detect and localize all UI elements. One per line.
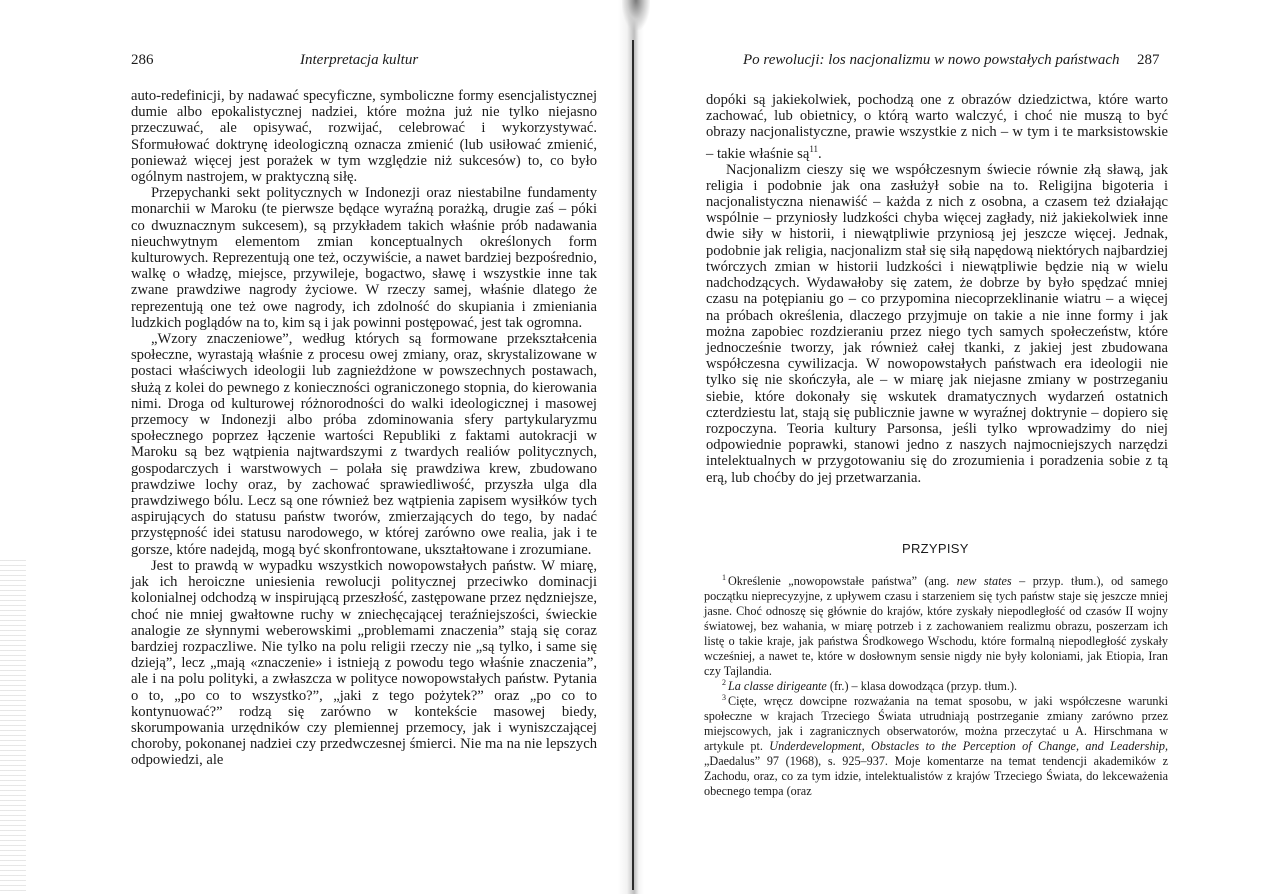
- footnote-1-number: 1: [722, 572, 726, 582]
- footnote-2: [704, 679, 1168, 694]
- right-paragraph-1-text: dopóki są jakiekolwiek, pochodzą one z obrazów dziedzictwa, które warto zachować, lub obietnicy, o którą warto walczyć, i choć nie muszą to być obrazy nacjonalistyczne, prawie wszystkie z nich – w tym i te marksistowskie – takie właśnie są: [706, 92, 1168, 162]
- right-paragraph-1: [706, 92, 1168, 162]
- notes-heading: PRZYPISY: [902, 540, 969, 556]
- footnote-1: [704, 574, 1168, 679]
- left-paragraph-3: „Wzory znaczeniowe”, według których są formowane przekształcenia społeczne, wyrastają właśnie z procesu owej zmiany, oraz, skrystalizowane w postaci właściwych ideologii lub zagnieżdżone w powszechnych postawach, służą z kolei do pewnego z konieczności ograniczonego stopnia, do kierowania nimi. Droga od kulturowej różnorodności do walki ideologicznej i masowej przemocy w Indonezji albo próba zdominowania sfery partykularyzmu społecznego poprzez łączenie wartości Republiki z faktami autokracji w Maroku są bez wątpienia najtwardszymi z twardych realiów politycznych, gospodarczych i warstwowych – polała się prawdziwa krew, zbudowano prawdziwe lochy oraz, by zachować sprawiedliwość, przyszła ulga dla prawdziwego bólu. Lecz są one również bez wątpienia zapisem wysiłków tych aspirujących do statusu państw tworów, zmierzających do tego, by nadać przystępność idei statusu narodowego, w której zarówno owe realia, jak i te gorsze, które nadejdą, mogą być skonfrontowane, ukształtowane i zrozumiane.: [131, 331, 597, 558]
- footnote-3-text-b: „Daedalus” 97 (1968), s. 925–937. Moje komentarze na temat tendencji akademików z Zachodu, oraz, co za tym idzie, intelektualistów z krajów Trzeciego Świata, do lekceważenia obecnego tempa (oraz: [704, 754, 1168, 798]
- footnote-2-text: (fr.) – klasa dowodząca (przyp. tłum.).: [826, 679, 1018, 693]
- footnote-1-text-a: Określenie „nowopowstałe państwa” (ang.: [728, 574, 957, 588]
- left-paragraph-4: Jest to prawdą w wypadku wszystkich nowopowstałych państw. W miarę, jak ich heroiczne uniesienia rewolucji politycznej przeciwko dominacji kolonialnej odchodzą w inspirującą przeszłość, zastępowane przez nędzniejsze, choć nie mniej gwałtowne ruchy w zniechęcającej teraźniejszości, świeckie analogie ze słynnymi weberowskimi „problemami znaczenia” stają się coraz bardziej rozpaczliwe. Nie tylko na polu religii rzeczy nie „są tylko, i same się dzieją”, lecz „mają «znaczenie» i istnieją z powodu tego właśnie znaczenia”, ale i na polu polityki, a zwłaszcza w polityce nowopowstałych państw. Pytania o to, „po co to wszystko?”, „jaki z tego pożytek?” oraz „po co to kontynuować?” rodzą się zarówno w kontekście masowej biedy, skorumpowania urzędników czy plemiennej przemocy, jak i wyniszczającej choroby, pokonanej nadziei czy przedwczesnej śmierci. Nie ma na nie lepszych odpowiedzi, ale: [131, 557, 597, 769]
- right-body-text: [706, 92, 1168, 486]
- right-running-title: Po rewolucji: los nacjonalizmu w nowo powstałych państwach: [743, 52, 1120, 68]
- footnote-3-text-a: Cięte, wręcz dowcipne rozważania na temat sposobu, w jaki współczesne warunki społeczne w krajach Trzeciego Świata utrudniają postrzeganie zmiany zarówno przez miejscowych, jak i zagranicznych obserwatorów, można przeczytać u A. Hirschmana w artykule pt.: [704, 694, 1168, 753]
- gutter-line: [632, 40, 634, 890]
- right-page-number: 287: [1137, 52, 1160, 68]
- footnote-ref-11: 11: [809, 143, 819, 154]
- right-page: [640, 0, 1262, 894]
- footnote-3-italic: Underdevelopment, Obstacles to the Perception of Change, and Leadership,: [769, 739, 1168, 753]
- footnote-1-text-b: – przyp. tłum.), od samego początku nieprecyzyjne, z upływem czasu i starzeniem się tych państw staje się jeszcze mniej jasne. Choć odnoszę się głównie do krajów, które zyskały niepodległość od czasów II wojny światowej, bez wahania, w miarę potrzeb i z zachowaniem realizmu obrazu, poszerzam ich listę o takie kraje, jak państwa Środkowego Wschodu, które formalną niepodległość zyskały wcześniej, a nawet te, które w dosłownym sensie nigdy nie były koloniami, jak Etiopia, Iran czy Tajlandia.: [704, 574, 1168, 678]
- right-paragraph-1-end: .: [818, 145, 822, 162]
- footnotes: [704, 574, 1168, 799]
- left-paragraph-2: Przepychanki sekt politycznych w Indonezji oraz niestabilne fundamenty monarchii w Maroku (te pierwsze będące wyraźną porażką, drugie zaś – póki co dwuznacznym sukcesem), są przykładem takich właśnie prób nadawania nieuchwytnym elementom zmian konceptualnych określonych form kulturowych. Reprezentują one też, oczywiście, a nawet bardziej bezpośrednio, walkę o władzę, miejsce, przywileje, bogactwo, sławę i wszystkie inne tak zwane prawdziwe nagrody życiowe. W rzeczy samej, właśnie dlatego że reprezentują one też owe nagrody, ich zdolność do skupiania i zmieniania ludzkich poglądów na to, kim są i jak powinni postępować, jest tak ogromna.: [131, 185, 597, 331]
- left-page-number: 286: [131, 52, 154, 68]
- left-running-title: Interpretacja kultur: [300, 52, 419, 68]
- footnote-3-number: 3: [722, 692, 726, 702]
- footnote-1-italic: new states: [956, 574, 1012, 588]
- footnote-3: [704, 694, 1168, 799]
- left-body-text: [131, 88, 597, 769]
- left-page: [0, 0, 620, 894]
- left-paragraph-1: auto-redefinicji, by nadawać specyficzne, symboliczne formy esencjalistycznej dumie albo epokalistycznej nadziei, które można już nie tylko niejasno przeczuwać, ale opisywać, rozwijać, celebrować i wykorzystywać. Sformułować doktrynę ideologiczną oznacza zmienić (lub usiłować zmienić, ponieważ więcej jest porażek w tym względzie niż sukcesów) to, co było ogólnym nastrojem, w praktyczną siłę.: [131, 88, 597, 186]
- right-paragraph-2: Nacjonalizm cieszy się we współczesnym świecie równie złą sławą, jak religia i podobnie jak ona zasłużył sobie na to. Religijna bigoteria i nacjonalistyczna nienawiść – każda z nich z osobna, a czasem też działając wspólnie – przyniosły ludzkości chyba więcej zagłady, niż jakiekolwiek inne dwie siły w historii, i niewątpliwie przyniosą jej jeszcze więcej. Jednak, podobnie jak religia, nacjonalizm stał się siłą napędową niektórych najbardziej twórczych zmian w historii ludzkości i niewątpliwie będzie nią w wielu nadchodzących. Wydawałoby się zatem, że dobrze by było spędzać mniej czasu na potępianiu go – co przypomina niecoprzeklinanie wiatru – a więcej na próbach określenia, dlaczego przyjmuje on takie a nie inne formy i jak można zapobiec rozdzieraniu przez niego tych samych społeczeństw, które jednocześnie tworzy, jak również całej tkanki, z jakiej jest zbudowana współczesna cywilizacja. W nowopowstałych państwach era ideologii nie tylko się nie skończyła, ale – w miarę jak niejasne zmiany w postrzeganiu siebie, które dokonały się wskutek dramatycznych wydarzeń ostatnich czterdziestu lat, stają się publicznie jawne w wyraźnej doktrynie – dopiero się rozpoczyna. Teoria kultury Parsonsa, jeśli tylko wprowadzimy do niej odpowiednie poprawki, stanowi jedno z naszych najmocniejszych narzędzi intelektualnych w przygotowaniu się do zrozumienia i poradzenia sobie z tą erą, lub choćby do jej przetwarzania.: [706, 161, 1168, 486]
- footnote-2-number: 2: [722, 677, 726, 687]
- footnote-2-italic: La classe dirigeante: [728, 679, 827, 693]
